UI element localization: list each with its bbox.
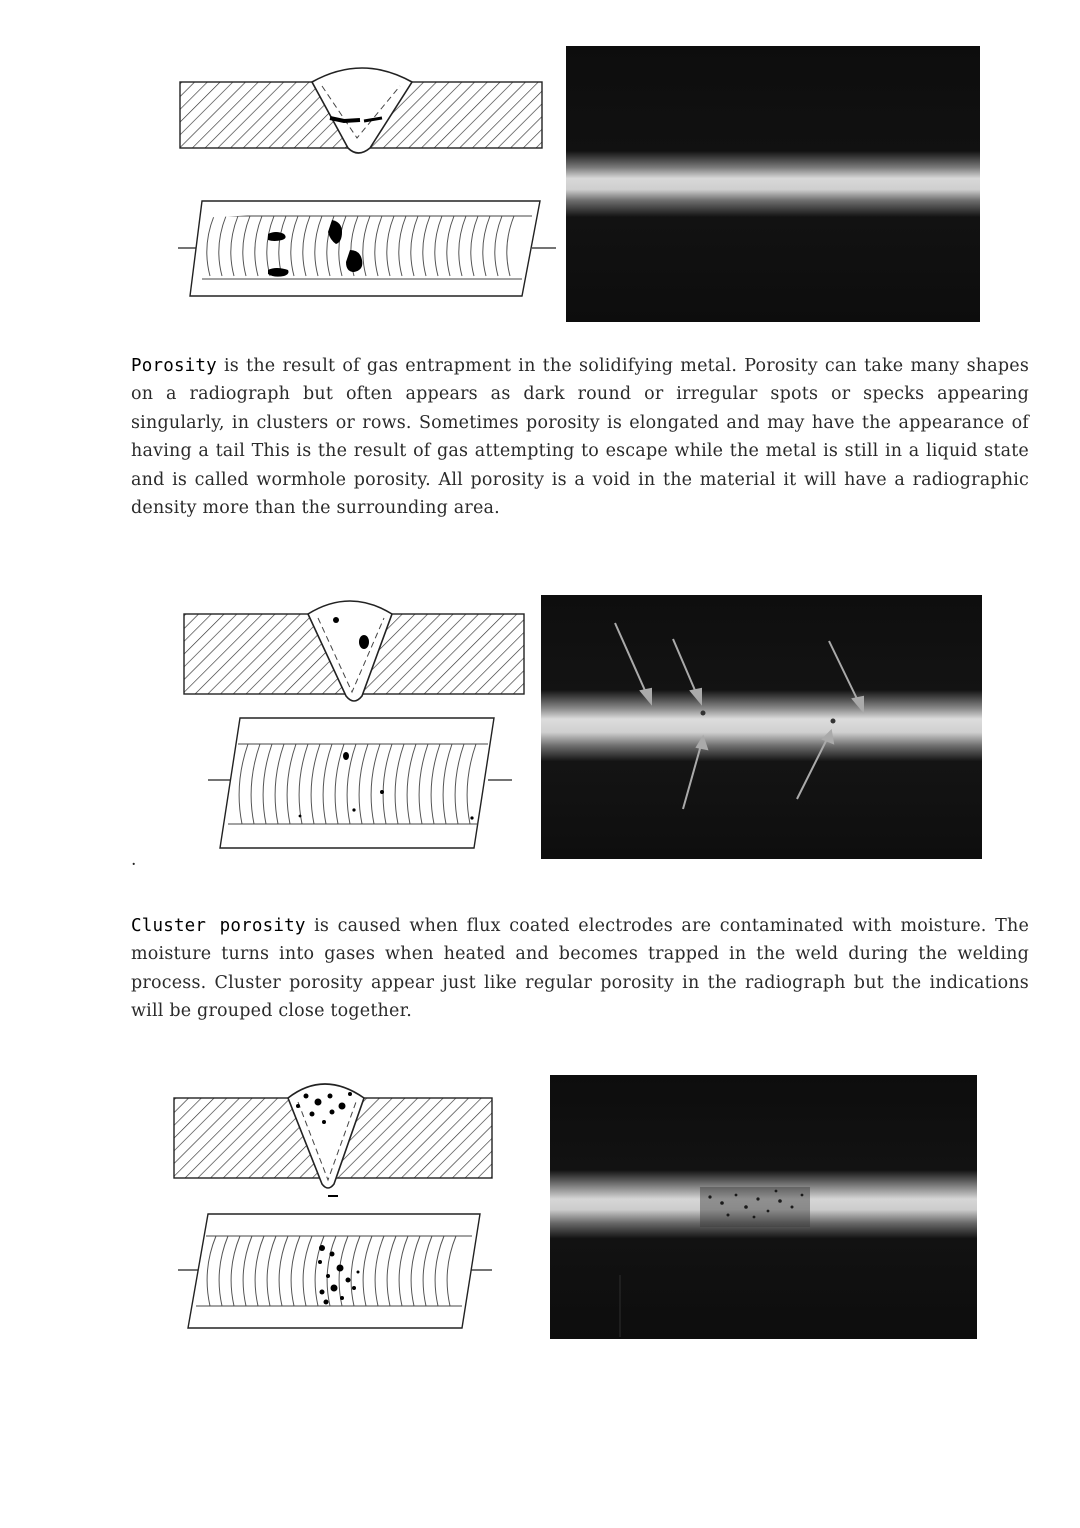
- figure-3-radiograph: [550, 1075, 977, 1339]
- porosity-paragraph: [131, 352, 1029, 522]
- cluster-porosity-text: is caused when flux coated electrodes are contaminated with moisture. The moisture turns into gases when heated and becomes trapped in the weld during the welding process. Cluster porosity appear just like regular porosity in the radiograph but the indications will be grouped close together.: [131, 916, 1029, 1022]
- figure-2-radiograph: [541, 595, 982, 859]
- cluster-porosity-term: Cluster porosity: [131, 916, 306, 936]
- porosity-text: is the result of gas entrapment in the solidifying metal. Porosity can take many shapes on a radiograph but often appears as dark round or irregular spots or specks appearing singularly, in clusters or rows. Sometimes porosity is elongated and may have the appearance of having a tail This is the result of gas attempting to escape while the metal is still in a liquid state and is called wormhole porosity. All porosity is a void in the material it will have a radiographic density more than the surrounding area.: [131, 356, 1029, 519]
- stray-mark: .: [131, 850, 137, 870]
- figure-1-radiograph: [566, 46, 980, 322]
- cluster-porosity-paragraph: [131, 912, 1029, 1026]
- figure-3-diagram: [172, 1076, 494, 1332]
- figure-1-diagram: [172, 66, 562, 302]
- figure-2-diagram: [178, 596, 528, 852]
- porosity-term: Porosity: [131, 356, 217, 376]
